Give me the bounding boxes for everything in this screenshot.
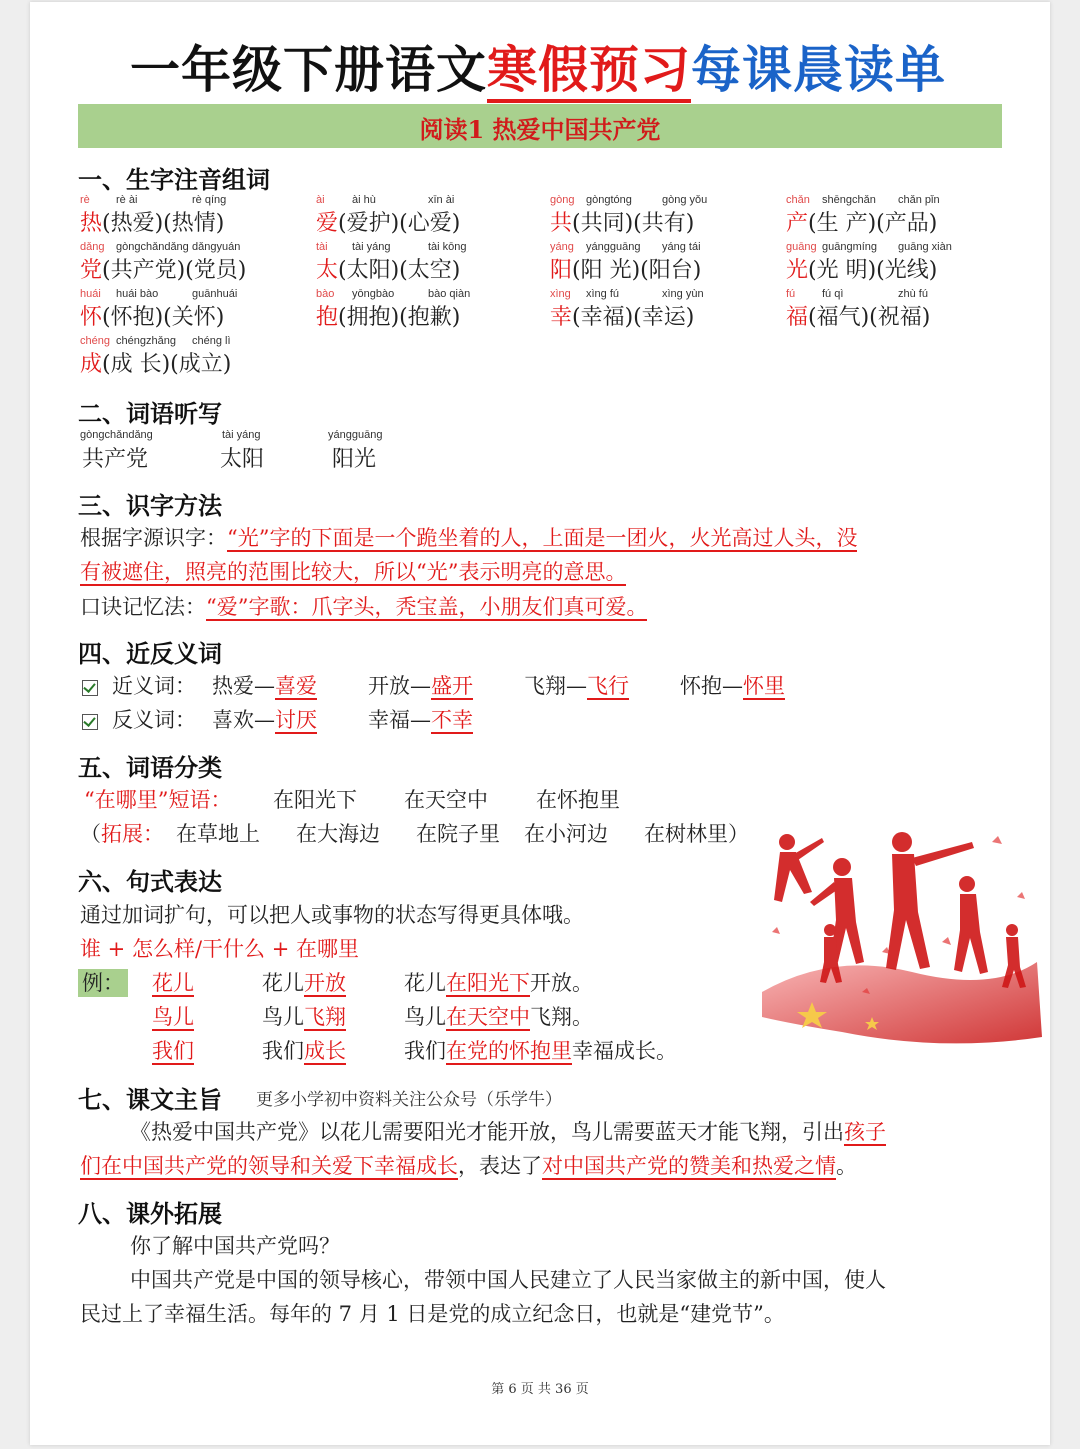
classify-item: 在草地上 [176, 822, 260, 846]
char-pinyin: chéng [80, 335, 110, 347]
example-who [152, 1035, 194, 1065]
char-words [550, 206, 694, 237]
example-c [404, 967, 593, 997]
extension-row [80, 818, 164, 848]
antonym-row [82, 704, 196, 734]
char-pinyin: gòng [550, 194, 575, 206]
classify-item: 在树林里） [644, 822, 749, 846]
c-suffix: 开放。 [530, 971, 593, 995]
antonym-pair [212, 704, 317, 734]
pair-word: 怀抱— [680, 674, 743, 698]
char-words [80, 253, 246, 284]
word-pinyin: dǎngyuán [192, 241, 241, 253]
theme-answer: 们在中国共产党的领导和关爱下幸福成长 [80, 1154, 458, 1178]
b-answer: 成长 [304, 1039, 346, 1063]
synonym-pair [680, 670, 785, 700]
char-pinyin: rè [80, 194, 90, 206]
c-suffix: 飞翔。 [530, 1005, 593, 1029]
word-pinyin: ài hù [352, 194, 376, 206]
word-pinyin: chǎn pǐn [898, 194, 940, 206]
word-pinyin: guāng xiàn [898, 241, 952, 253]
pair-answer: 喜爱 [275, 674, 317, 698]
sentence-formula: 谁 + 怎么样/干什么 + 在哪里 [80, 937, 359, 961]
children-flag-illustration [742, 802, 1042, 1052]
section-heading: 八、课外拓展 [78, 1200, 222, 1228]
char-word-pair: (幸福)(幸运) [572, 305, 695, 330]
classify-label: “在哪里”短语： [84, 788, 232, 812]
c-prefix: 鸟儿 [404, 1005, 446, 1029]
dictation-word: 太阳 [220, 447, 265, 472]
target-char: 抱 [316, 305, 339, 330]
example-who [152, 1001, 194, 1031]
word-pinyin: rè ài [116, 194, 138, 206]
c-suffix: 幸福成长。 [572, 1039, 677, 1063]
c-answer: 在党的怀抱里 [446, 1039, 572, 1063]
word-pinyin: bào qiàn [428, 288, 471, 300]
section-heading: 二、词语听写 [78, 400, 222, 428]
char-pinyin: huái [80, 288, 101, 300]
char-word-pair: (生 产)(产品) [808, 211, 938, 236]
synonym-label: 近义词： [112, 674, 196, 698]
example-tag: 例： [78, 969, 128, 997]
promo-note: 更多小学初中资料关注公众号（乐学牛） [256, 1090, 562, 1110]
char-pinyin: tài [316, 241, 328, 253]
pair-answer: 盛开 [431, 674, 473, 698]
char-word-pair: (爱护)(心爱) [338, 211, 461, 236]
c-answer: 在阳光下 [446, 971, 530, 995]
extension-question: 你了解中国共产党吗？ [130, 1234, 340, 1258]
char-words [786, 300, 930, 331]
char-word-pair: (热爱)(热情) [102, 211, 225, 236]
char-pinyin: chǎn [786, 194, 810, 206]
method-line-2 [80, 556, 626, 586]
target-char: 幸 [550, 305, 573, 330]
c-prefix: 花儿 [404, 971, 446, 995]
word-pinyin: gòngchǎndǎng [116, 241, 189, 253]
example-who [152, 967, 194, 997]
theme-text: ，表达了 [458, 1154, 542, 1178]
synonym-pair [524, 670, 629, 700]
section-heading: 五、词语分类 [78, 754, 222, 782]
char-pinyin: fú [786, 288, 796, 300]
lesson-title: 阅读1 热爱中国共产党 [419, 115, 661, 144]
lesson-banner [78, 104, 1002, 148]
pair-word: 开放— [368, 674, 431, 698]
extension-paragraph-2: 民过上了幸福生活。每年的 7 月 1 日是党的成立纪念日，也就是“建党节”。 [80, 1302, 785, 1326]
word-pinyin: fú qì [822, 288, 844, 300]
who-answer: 鸟儿 [152, 1005, 194, 1029]
theme-answer: 孩子 [844, 1120, 886, 1144]
checkbox-icon [82, 680, 98, 696]
target-char: 党 [80, 258, 103, 283]
char-pinyin: ài [316, 194, 325, 206]
b-prefix: 花儿 [262, 971, 304, 995]
mnemonic-line [80, 591, 647, 621]
word-pinyin: guānhuái [192, 288, 238, 300]
antonym-pair [368, 704, 473, 734]
section-heading: 三、识字方法 [78, 492, 222, 520]
target-char: 产 [786, 211, 809, 236]
word-pinyin: xīn ài [428, 194, 455, 206]
classify-item: 在大海边 [296, 822, 380, 846]
target-char: 成 [80, 352, 103, 377]
char-word-pair: (阳 光)(阳台) [572, 258, 702, 283]
char-pinyin: yáng [550, 241, 574, 253]
dictation-pinyin: yángguāng [328, 429, 383, 441]
char-words [80, 206, 224, 237]
pair-answer: 讨厌 [275, 708, 317, 732]
b-answer: 飞翔 [304, 1005, 346, 1029]
title-part3: 每课晨读单 [691, 41, 946, 99]
example-b [262, 967, 346, 997]
checkbox-icon [82, 714, 98, 730]
char-words [316, 300, 460, 331]
extension-label: 拓展： [101, 822, 164, 846]
word-pinyin: zhù fú [898, 288, 928, 300]
word-pinyin: guāngmíng [822, 241, 878, 253]
example-c [404, 1001, 593, 1031]
who-answer: 我们 [152, 1039, 194, 1063]
word-pinyin: gòng yǒu [662, 194, 708, 206]
pair-answer: 怀里 [743, 674, 785, 698]
dictation-pinyin: gòngchǎndǎng [80, 429, 153, 441]
target-char: 光 [786, 258, 809, 283]
method-line-1 [80, 522, 857, 552]
theme-line-1 [130, 1116, 886, 1146]
example-b [262, 1001, 346, 1031]
pair-word: 喜欢— [212, 708, 275, 732]
char-word-pair: (怀抱)(关怀) [102, 305, 225, 330]
char-word-pair: (共产党)(党员) [102, 258, 247, 283]
target-char: 爱 [316, 211, 339, 236]
section-heading: 六、句式表达 [78, 868, 222, 896]
word-pinyin: chéngzhǎng [116, 335, 176, 347]
title-part2: 寒假预习 [487, 41, 691, 103]
char-word-pair: (拥抱)(抱歉) [338, 305, 461, 330]
extension-paragraph-1: 中国共产党是中国的领导核心，带领中国人民建立了人民当家做主的新中国，使人 [130, 1268, 886, 1292]
char-words [80, 347, 231, 378]
section-heading: 一、生字注音组词 [78, 166, 270, 194]
char-word-pair: (成 长)(成立) [102, 352, 232, 377]
method-label: 根据字源识字： [80, 526, 227, 550]
example-label [78, 967, 128, 997]
b-prefix: 我们 [262, 1039, 304, 1063]
target-char: 热 [80, 211, 103, 236]
word-pinyin: yángguāng [586, 241, 641, 253]
char-pinyin: dǎng [80, 241, 105, 253]
page-title [130, 30, 946, 102]
method-label: 口诀记忆法： [80, 595, 206, 619]
pair-word: 飞翔— [524, 674, 587, 698]
b-answer: 开放 [304, 971, 346, 995]
char-word-pair: (共同)(共有) [572, 211, 695, 236]
pair-answer: 不幸 [431, 708, 473, 732]
word-pinyin: shēngchǎn [822, 194, 876, 206]
target-char: 太 [316, 258, 339, 283]
c-answer: 在天空中 [446, 1005, 530, 1029]
word-pinyin: yōngbào [352, 288, 395, 300]
word-pinyin: xìng fú [586, 288, 620, 300]
dictation-pinyin: tài yáng [222, 429, 261, 441]
title-part1: 一年级下册语文 [130, 41, 487, 99]
classify-item: 在小河边 [524, 822, 608, 846]
pair-word: 热爱— [212, 674, 275, 698]
synonym-pair [212, 670, 317, 700]
section-heading: 七、课文主旨 [78, 1086, 222, 1114]
word-pinyin: tài yáng [352, 241, 391, 253]
word-pinyin: xìng yùn [662, 288, 704, 300]
char-words [316, 206, 460, 237]
pair-answer: 飞行 [587, 674, 629, 698]
theme-line-2 [80, 1150, 857, 1180]
example-c [404, 1035, 677, 1065]
word-pinyin: tài kōng [428, 241, 467, 253]
example-b [262, 1035, 346, 1065]
char-words [786, 206, 937, 237]
c-prefix: 我们 [404, 1039, 446, 1063]
char-words [786, 253, 937, 284]
dictation-word: 阳光 [332, 447, 377, 472]
theme-text: 《热爱中国共产党》以花儿需要阳光才能开放，鸟儿需要蓝天才能飞翔，引出 [130, 1120, 844, 1144]
word-pinyin: yáng tái [662, 241, 701, 253]
char-pinyin: guāng [786, 241, 817, 253]
char-word-pair: (福气)(祝福) [808, 305, 931, 330]
target-char: 怀 [80, 305, 103, 330]
synonym-pair [368, 670, 473, 700]
char-word-pair: (太阳)(太空) [338, 258, 461, 283]
target-char: 福 [786, 305, 809, 330]
page-number: 第 6 页 共 36 页 [491, 1382, 589, 1397]
char-pinyin: xìng [550, 288, 571, 300]
classify-item: 在阳光下 [273, 788, 357, 812]
word-pinyin: chéng lì [192, 335, 231, 347]
word-pinyin: huái bào [116, 288, 159, 300]
word-pinyin: gòngtóng [586, 194, 632, 206]
paren: （ [80, 822, 101, 846]
who-answer: 花儿 [152, 971, 194, 995]
classify-item: 在怀抱里 [536, 788, 620, 812]
target-char: 阳 [550, 258, 573, 283]
theme-answer: 对中国共产党的赞美和热爱之情 [542, 1154, 836, 1178]
target-char: 共 [550, 211, 573, 236]
synonym-row [82, 670, 196, 700]
theme-text: 。 [836, 1154, 857, 1178]
worksheet-page [30, 2, 1050, 1445]
word-pinyin: rè qíng [192, 194, 227, 206]
sentence-intro: 通过加词扩句，可以把人或事物的状态写得更具体哦。 [80, 903, 584, 927]
pair-word: 幸福— [368, 708, 431, 732]
char-words [550, 253, 701, 284]
method-answer: “光”字的下面是一个跪坐着的人，上面是一团火，火光高过人头，没 [227, 526, 858, 550]
char-words [316, 253, 460, 284]
char-words [550, 300, 694, 331]
dictation-word: 共产党 [82, 447, 149, 472]
section-heading: 四、近反义词 [78, 640, 222, 668]
mnemonic-answer: “爱”字歌：爪字头，秃宝盖，小朋友们真可爱。 [206, 595, 648, 619]
char-pinyin: bào [316, 288, 335, 300]
char-words [80, 300, 224, 331]
method-answer: 有被遮住，照亮的范围比较大，所以“光”表示明亮的意思。 [80, 560, 627, 584]
antonym-label: 反义词： [112, 708, 196, 732]
b-prefix: 鸟儿 [262, 1005, 304, 1029]
char-word-pair: (光 明)(光线) [808, 258, 938, 283]
classify-item: 在天空中 [404, 788, 488, 812]
classify-item: 在院子里 [416, 822, 500, 846]
